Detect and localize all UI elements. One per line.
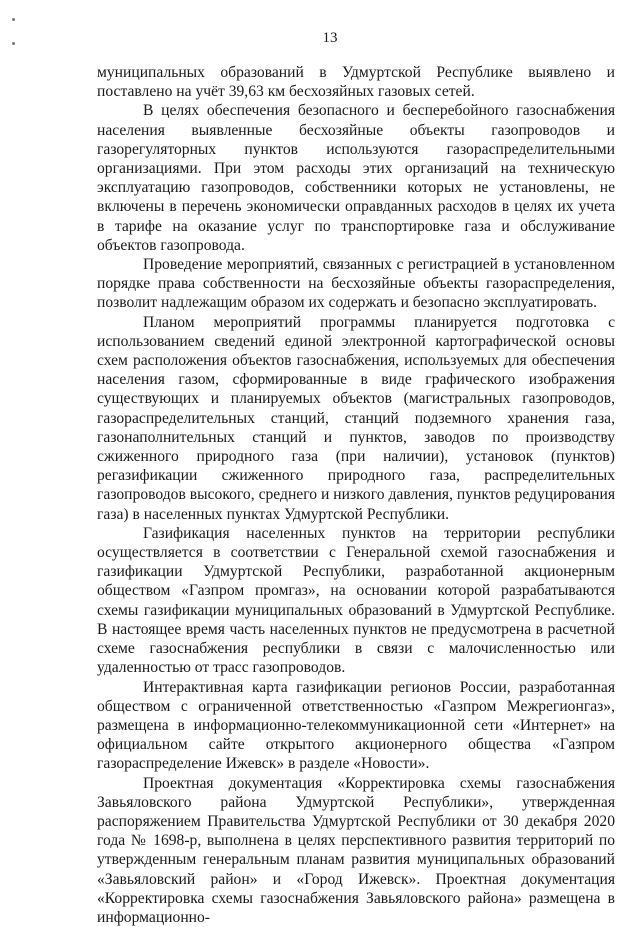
- paragraph-gasification-scheme: Газификация населенных пунктов на территории республики осуществляется в соответствии с Генеральной схемой газоснабжения и газификации Удмуртской Республики, разработанной акционерным обществом «Газпром промгаз», на основании которой разрабатываются схемы газификации муниципальных образований в Удмуртской Республике. В настоящее время часть населенных пунктов не предусмотрена в расчетной схеме газоснабжения республики в связи с малочисленностью или удаленностью от трасс газопроводов.: [97, 524, 615, 677]
- scan-mark: [12, 18, 15, 21]
- paragraph-project-documentation: Проектная документация «Корректировка схемы газоснабжения Завьяловского района Удмуртской Республики», утвержденная распоряжением Правительства Удмуртской Республики от 30 декабря 2020 года № 1698-р, выполнена в целях перспективного развития территорий по утвержденным генеральным планам развития муниципальных образований «Завьяловский район» и «Город Ижевск». Проектная документация «Корректировка схемы газоснабжения Завьяловского района» размещена в информационно-: [97, 774, 615, 926]
- paragraph-continuation: муниципальных образований в Удмуртской Республике выявлено и поставлено на учёт 39,63 км бесхозяйных газовых сетей.: [97, 64, 615, 101]
- paragraph-interactive-map: Интерактивная карта газификации регионов России, разработанная обществом с ограниченной ответственностью «Газпром Межрегионгаз», размещена в информационно-телекоммуникационной сети «Интернет» на официальном сайте открытого акционерного общества «Газпром газораспределение Ижевск» в разделе «Новости».: [97, 678, 615, 773]
- paragraph-cartographic-plan: Планом мероприятий программы планируется подготовка с использованием сведений единой электронной картографической основы схем расположения объектов газоснабжения, используемых для обеспечения населения газом, сформированные в виде графического изображения существующих и планируемых объектов (магистральных газопроводов, газораспределительных станций, станций подземного хранения газа, газонаполнительных станций и пунктов, заводов по производству сжиженного природного газа (при наличии), установок (пунктов) регазификации сжиженного природного газа, распределительных газопроводов высокого, среднего и низкого давления, пунктов редуцирования газа) в населенных пунктах Удмуртской Республики.: [97, 313, 615, 523]
- page-number: 13: [322, 30, 338, 46]
- paragraph-gas-supply-safety: В целях обеспечения безопасного и бесперебойного газоснабжения населения выявленные бесхозяйные объекты газопроводов и газорегуляторных пунктов используются газораспределительными организациями. При этом расходы этих организаций на техническую эксплуатацию газопроводов, собственники которых не установлены, не включены в перечень экономически оправданных расходов в целях их учета в тарифе на оказание услуг по транспортировке газа и обслуживание объектов газопровода.: [97, 102, 615, 254]
- paragraph-ownership-registration: Проведение мероприятий, связанных с регистрацией в установленном порядке права собственности на бесхозяйные объекты газораспределения, позволит надлежащим образом их содержать и безопасно эксплуатировать.: [97, 256, 615, 312]
- body-text: [97, 63, 615, 927]
